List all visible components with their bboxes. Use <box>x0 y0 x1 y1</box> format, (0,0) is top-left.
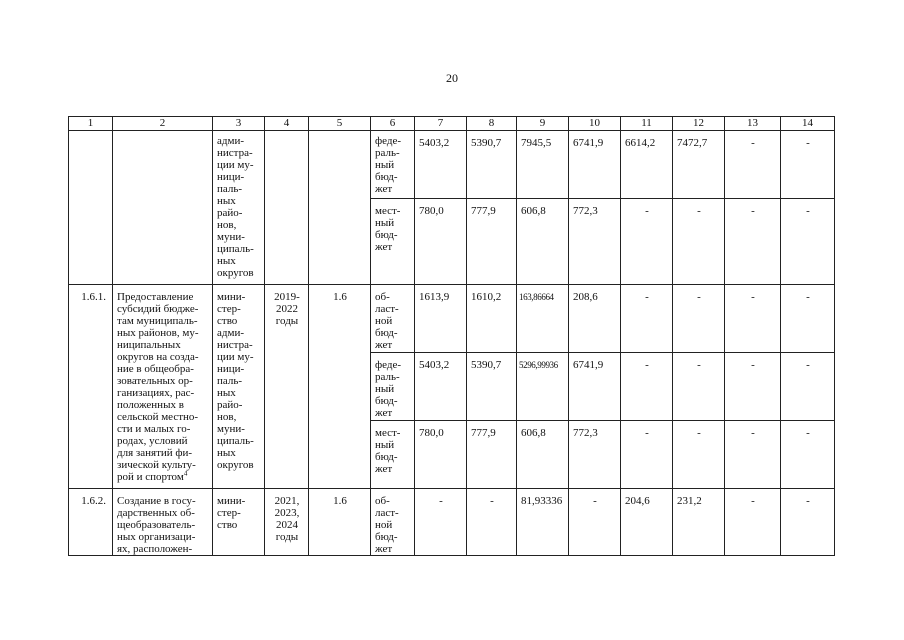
cell-value: - <box>467 489 517 556</box>
cell-value: - <box>673 353 725 421</box>
cell-value: - <box>673 421 725 489</box>
cell-value: - <box>673 199 725 285</box>
header-cell: 11 <box>621 117 673 131</box>
header-cell: 14 <box>781 117 835 131</box>
cell-budget-source: об- ласт- ной бюд- жет <box>371 489 415 556</box>
cell-years-empty <box>265 131 309 285</box>
cell-value: 231,2 <box>673 489 725 556</box>
item-name <box>113 285 213 489</box>
cell-budget-source: мест- ный бюд- жет <box>371 421 415 489</box>
table-row <box>69 489 835 556</box>
cell-value: - <box>781 353 835 421</box>
cell-value: - <box>569 489 621 556</box>
cell-value: 163,86664 <box>517 285 569 353</box>
cell-executor: мини- стер- ство <box>213 489 265 556</box>
cell-value: 7472,7 <box>673 131 725 199</box>
cell-value: - <box>725 421 781 489</box>
cell-code: 1.6 <box>309 285 371 489</box>
cell-value: 780,0 <box>415 199 467 285</box>
cell-value: 5390,7 <box>467 353 517 421</box>
cell-value: 6741,9 <box>569 131 621 199</box>
cell-value: 5403,2 <box>415 131 467 199</box>
cell-value: - <box>621 353 673 421</box>
cell-value: 772,3 <box>569 421 621 489</box>
cell-value: - <box>673 285 725 353</box>
item-number: 1.6.2. <box>69 489 113 556</box>
cell-value: 5296,99936 <box>517 353 569 421</box>
header-row <box>69 117 835 131</box>
header-cell: 1 <box>69 117 113 131</box>
cell-value: - <box>415 489 467 556</box>
footnote-mark: 4 <box>183 469 188 478</box>
header-cell: 4 <box>265 117 309 131</box>
cell-value: 5403,2 <box>415 353 467 421</box>
cell-executor: мини- стер- ство адми- нистра- ции му- ници- паль- ных райо- нов, муни- ципаль- ных округов <box>213 285 265 489</box>
header-cell: 7 <box>415 117 467 131</box>
header-cell: 2 <box>113 117 213 131</box>
cell-budget-source: феде- раль- ный бюд- жет <box>371 131 415 199</box>
page-number: 20 <box>446 71 458 85</box>
cell-value: 7945,5 <box>517 131 569 199</box>
cell-value: 6614,2 <box>621 131 673 199</box>
cell-value: - <box>725 489 781 556</box>
header-cell: 12 <box>673 117 725 131</box>
cell-value: - <box>621 421 673 489</box>
cell-budget-source: мест- ный бюд- жет <box>371 199 415 285</box>
cell-years: 2019- 2022 годы <box>265 285 309 489</box>
budget-table <box>68 116 835 556</box>
cell-value: - <box>781 131 835 199</box>
cell-value: 772,3 <box>569 199 621 285</box>
cell-value: 6741,9 <box>569 353 621 421</box>
cell-budget-source: феде- раль- ный бюд- жет <box>371 353 415 421</box>
header-cell: 8 <box>467 117 517 131</box>
cell-num-empty <box>69 131 113 285</box>
cell-years: 2021, 2023, 2024 годы <box>265 489 309 556</box>
cell-budget-source: об- ласт- ной бюд- жет <box>371 285 415 353</box>
cell-value: 777,9 <box>467 199 517 285</box>
cell-value: 208,6 <box>569 285 621 353</box>
cell-value: 81,93336 <box>517 489 569 556</box>
header-cell: 3 <box>213 117 265 131</box>
header-cell: 13 <box>725 117 781 131</box>
cell-value: 780,0 <box>415 421 467 489</box>
cell-value: - <box>725 199 781 285</box>
cell-name-empty <box>113 131 213 285</box>
cell-value: 606,8 <box>517 421 569 489</box>
cell-value: 1613,9 <box>415 285 467 353</box>
header-cell: 10 <box>569 117 621 131</box>
cell-executor: адми- нистра- ции му- ници- паль- ных райо- нов, муни- ципаль- ных округов <box>213 131 265 285</box>
cell-value: - <box>725 285 781 353</box>
cell-code: 1.6 <box>309 489 371 556</box>
cell-value: - <box>781 421 835 489</box>
cell-value: - <box>725 353 781 421</box>
header-cell: 9 <box>517 117 569 131</box>
cell-value: 5390,7 <box>467 131 517 199</box>
cell-value: 204,6 <box>621 489 673 556</box>
cell-value: - <box>781 489 835 556</box>
item-name: Создание в госу- дарственных об- щеобразователь- ных организаци- ях, расположен- <box>113 489 213 556</box>
item-name-text: Предоставление субсидий бюдже- там муниципаль- ных районов, му- ниципальных округов на созда- ние в общеобра- зовательных ор- ганизациях, рас- положенных в сельской местно- сти и малых го- родах, условий для занятий фи- зической культу- рой и спортом <box>117 291 199 483</box>
table-row <box>69 131 835 199</box>
cell-value: - <box>781 285 835 353</box>
cell-value: - <box>621 285 673 353</box>
cell-value: - <box>725 131 781 199</box>
table-row <box>69 285 835 353</box>
header-cell: 6 <box>371 117 415 131</box>
header-cell: 5 <box>309 117 371 131</box>
cell-value: 606,8 <box>517 199 569 285</box>
cell-value: 777,9 <box>467 421 517 489</box>
cell-value: - <box>781 199 835 285</box>
cell-value: 1610,2 <box>467 285 517 353</box>
cell-value: - <box>621 199 673 285</box>
item-number: 1.6.1. <box>69 285 113 489</box>
cell-code-empty <box>309 131 371 285</box>
